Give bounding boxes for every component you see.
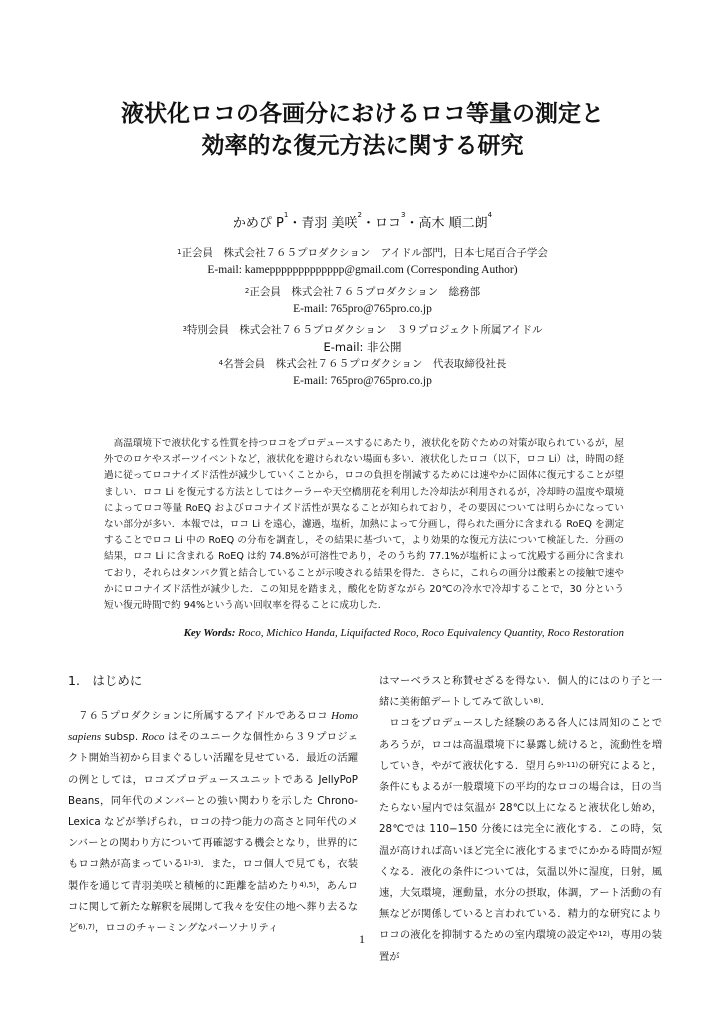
- body-text: ．: [540, 696, 551, 709]
- affiliation-superscript: 1: [177, 248, 182, 256]
- section-heading: 1. はじめに: [68, 673, 143, 688]
- body-text: はマーベラスと称賛せざるを得ない．個人的にはのり子と一緒に美術館デートしてみて欲しい: [379, 675, 662, 709]
- affiliation-superscript: 3: [182, 325, 187, 333]
- affiliation-4: [60, 356, 665, 390]
- body-text: ，専用の装置が: [379, 929, 663, 963]
- affiliation-text: 正会員 株式会社７６５プロダクション アイドル部門，日本七尾百合子学会: [181, 247, 548, 259]
- author-separator: ・: [405, 216, 419, 231]
- affiliation-text: 名誉会員 株式会社７６５プロダクション 代表取締役社長: [223, 358, 507, 370]
- affiliation-3: [60, 322, 665, 356]
- keywords-label: Key Words:: [183, 627, 236, 639]
- affiliation-2: [60, 284, 665, 318]
- body-text: ，ロコのチャーミングなパーソナリティ: [94, 922, 279, 935]
- body-text: の研究によると，条件にもよるが一般環境下の平均的なロコの場合は，日の当たらない屋内では気温が 28℃以上になると液状化し始め，28℃では 110−150 分後には完全に液化する．この時，気温が高ければ高いほど完全に液化するまでにかかる時間が短くなる．液化の条件については，気温以外に湿度，日射，風速，大気環境，運動量，水分の摂取，体調，アート活動の有無などが関係していると言われている．精力的な研究によりロコの液化を抑制するための室内環境の設定や: [379, 759, 662, 942]
- paper-title: [60, 98, 665, 162]
- author-superscript: 2: [357, 211, 362, 219]
- body-text: ロコをプロデュースした経験のある各人には周知のことであろうが，ロコは高温環境下に暴露し続けると，流動性を増していき，やがて液状化する．望月ら: [379, 717, 662, 772]
- citation: 8): [533, 697, 541, 706]
- affiliation-superscript: 2: [244, 287, 250, 295]
- species-name: Homo sapiens: [68, 710, 358, 744]
- body-text: ．また，ロコ個人で見ても，衣装製作を通じて青羽美咲と積極的に距離を詰めたり: [68, 858, 359, 892]
- author-superscript: 3: [401, 211, 406, 219]
- author-superscript: 1: [283, 211, 289, 219]
- paragraph: [379, 713, 662, 967]
- citation: 6),7): [78, 923, 95, 932]
- affiliation-email: E-mail: 765pro@765pro.co.jp: [293, 375, 432, 387]
- affiliation-email: E-mail: 765pro@765pro.co.jp: [293, 303, 432, 315]
- body-column-right: [379, 671, 662, 968]
- author-name: ロコ: [374, 216, 401, 231]
- affiliation-superscript: 4: [218, 359, 224, 367]
- subspecies-name: Roco: [141, 731, 165, 744]
- affiliation-1: [60, 245, 665, 279]
- citation: 9)-11): [556, 760, 579, 769]
- affiliation-email: E-mail: kameppppppppppppp@gmail.com (Corresponding Author): [207, 264, 518, 276]
- body-text: はそのユニークな個性から３９プロジェクト開始当初から目まぐるしい活躍を見せている．最近の活躍の例としては，ロコズプロデュースユニットである JellyPoP Beans，同年代のメンバーとの強い関わりを示した Chrono-Lexica などが挙げられ，ロコの持つ能力の高さと同年代のメンバーとの関わり方について再確認する機会となり，世界的にもロコ熱が高まっている: [68, 731, 358, 871]
- keywords-text: Roco, Michico Handa, Liquifacted Roco, Roco Equivalency Quantity, Roco Restoration: [238, 627, 624, 639]
- abstract: 高温環境下で液状化する性質を持つロコをプロデュースするにあたり，液状化を防ぐための対策が取られているが，屋外でのロケやスポーツイベントなど，液状化を避けられない場面も多い．液状化したロコ（以下，ロコ Li）は，時間の経過に従ってロコナイズド活性が減少していくことから，ロコの負担を削減するためには速やかに固体に復元することが望ましい．ロコ Li を復元する方法としてはクーラーや天空橋朋花を利用した冷却法が利用されるが，冷却時の温度や環境によってロコ等量 RoEQ およびロコナイズド活性が異なることが知られており，その要因については明らかになっていない部分が多い．本報では，ロコ Li を遠心，濾過，塩析，加熱によって分画し，得られた画分に含まれる RoEQ を測定することでロコ Li 中の RoEQ の分布を調査し，その結果に基づいて，より効果的な復元方法について検証した．分画の結果，ロコ Li に含まれる RoEQ は約 74.8%が可溶性であり，そのうち約 77.1%が塩析によって沈殿する画分に含まれており，それらはタンパク質と結合していることが示唆される結果を得た．さらに，これらの画分は酸素との接触で速やかにロコナイズド活性が減少した．この知見を踏まえ，酸化を防ぎながら 20℃の冷水で冷却することで，30 分という短い復元時間で約 94%という高い回収率を得ることに成功した．: [104, 438, 624, 612]
- body-text: ７６５プロダクションに所属するアイドルであるロコ: [78, 710, 332, 722]
- affiliation-email: E-mail: 非公開: [323, 340, 402, 354]
- page-number: 1: [359, 932, 365, 946]
- title-line-2: 効率的な復元方法に関する研究: [201, 133, 524, 159]
- author-name: 高木 順二朗: [418, 216, 488, 231]
- author-separator: ・: [361, 216, 375, 231]
- title-line-1: 液状化ロコの各画分におけるロコ等量の測定と: [121, 101, 604, 127]
- author-name: 青羽 美咲: [301, 216, 358, 231]
- author-superscript: 4: [487, 211, 493, 219]
- affiliation-text: 正会員 株式会社７６５プロダクション 総務部: [249, 286, 481, 298]
- affiliation-text: 特別会員 株式会社７６５プロダクション ３９プロジェクト所属アイドル: [186, 324, 543, 336]
- keywords: [104, 627, 624, 639]
- author-name: かめぴ P: [232, 216, 284, 231]
- citation: 4),5): [299, 880, 316, 889]
- body-text: subsp.: [101, 731, 142, 744]
- author-list: [60, 212, 665, 231]
- body-text: ，あんロコに関して新たな解釈を展開して我々を安住の地へ葬り去るなど: [68, 879, 359, 935]
- body-column-left: [68, 706, 358, 939]
- author-separator: ・: [288, 216, 302, 231]
- citation: 12): [598, 930, 610, 939]
- citation: 1)-3): [183, 859, 201, 868]
